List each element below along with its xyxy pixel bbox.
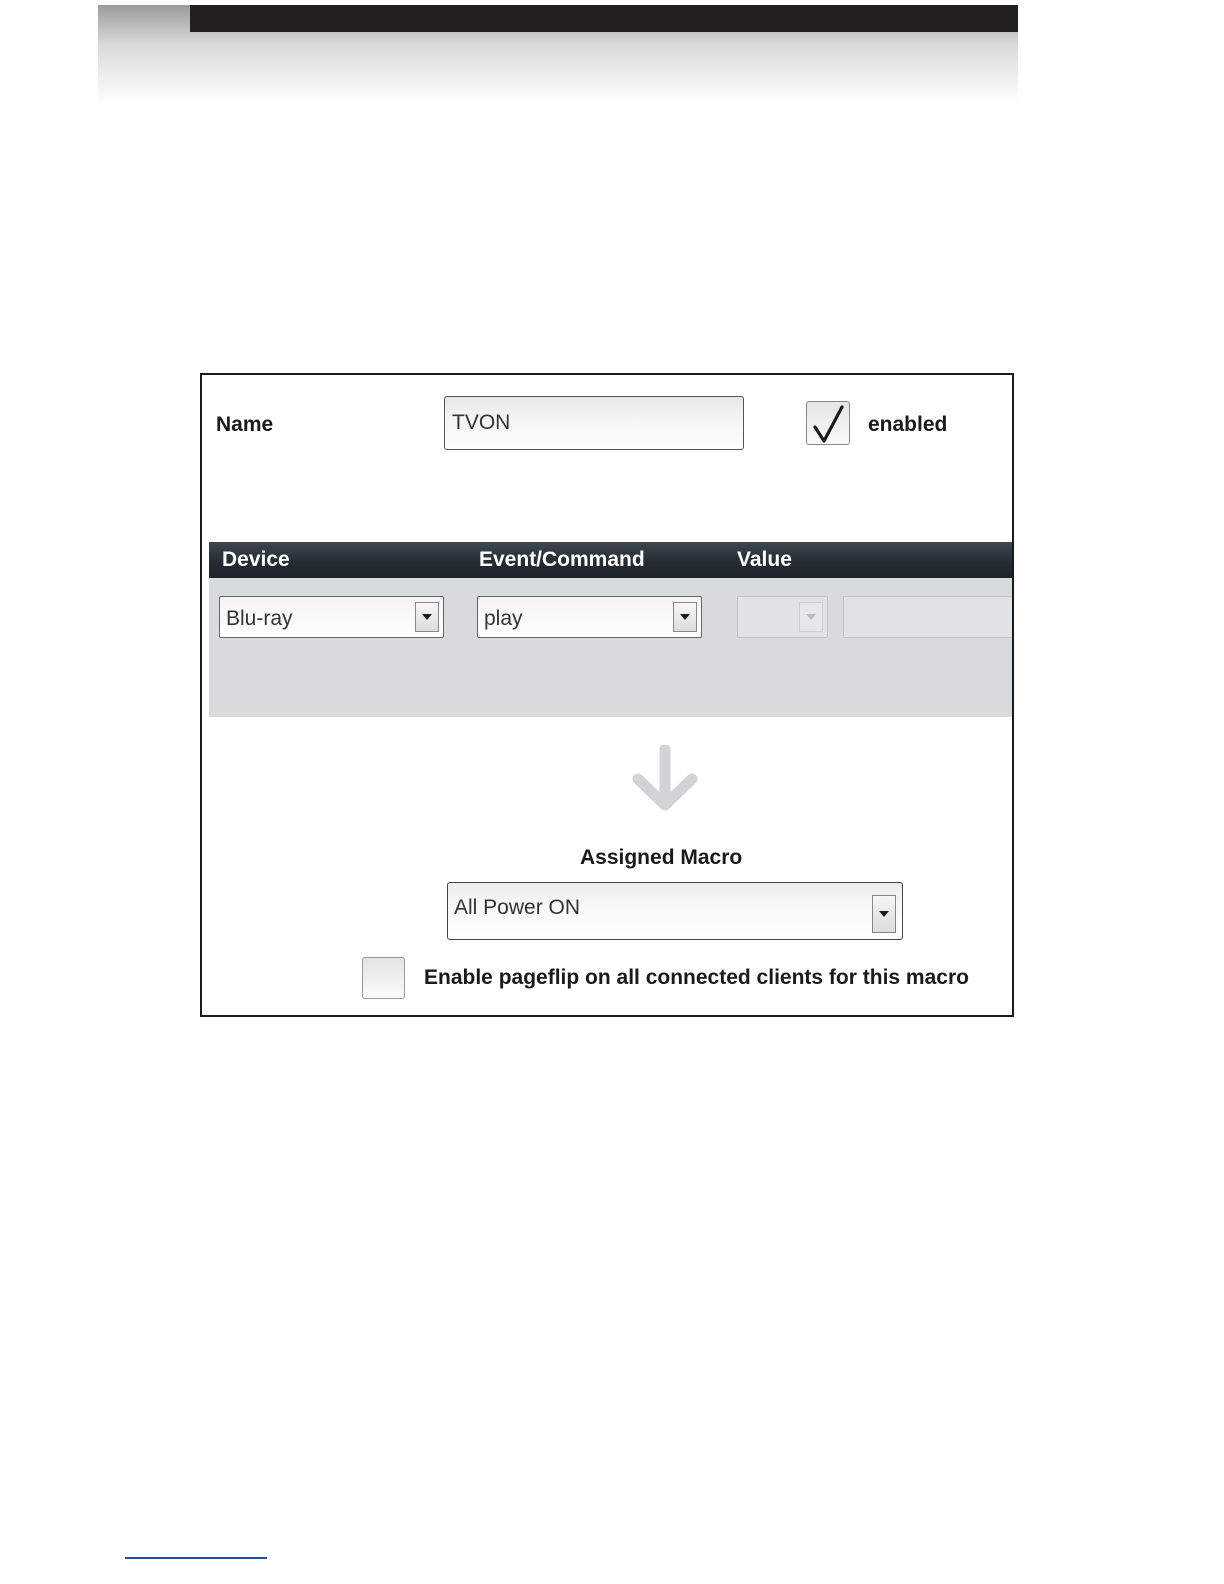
event-command-select[interactable] [477, 596, 702, 638]
event-configuration-panel [200, 373, 1014, 1017]
chevron-down-icon [422, 614, 432, 620]
chevron-down-icon [806, 614, 816, 620]
event-dropdown-button[interactable] [673, 602, 697, 632]
assigned-macro-label: Assigned Macro [580, 846, 743, 869]
value-input-disabled [843, 596, 1014, 638]
assigned-macro-select[interactable] [447, 882, 903, 940]
column-header-device: Device [222, 548, 290, 571]
device-select-value: Blu-ray [226, 607, 293, 630]
column-header-value: Value [737, 548, 792, 571]
pageflip-label: Enable pageflip on all connected clients for this macro [424, 966, 969, 989]
table-header [209, 542, 1014, 578]
value-select-disabled [737, 596, 828, 638]
checkmark-icon [807, 402, 851, 446]
chevron-down-icon [879, 911, 889, 917]
arrow-down-icon [632, 745, 698, 815]
page-header-bar [190, 5, 1018, 32]
pageflip-checkbox[interactable] [362, 957, 405, 999]
enabled-checkbox[interactable] [806, 401, 850, 445]
column-header-event-command: Event/Command [479, 548, 645, 571]
value-dropdown-button [799, 602, 823, 632]
name-label: Name [216, 413, 274, 436]
device-dropdown-button[interactable] [415, 602, 439, 632]
assigned-macro-value: All Power ON [454, 896, 581, 919]
device-select[interactable] [219, 596, 444, 638]
macro-dropdown-button[interactable] [872, 895, 896, 933]
event-select-value: play [484, 607, 523, 630]
name-input[interactable]: TVON [444, 396, 744, 450]
chevron-down-icon [680, 614, 690, 620]
enabled-label: enabled [868, 413, 948, 436]
footer-link-underline [125, 1557, 267, 1559]
